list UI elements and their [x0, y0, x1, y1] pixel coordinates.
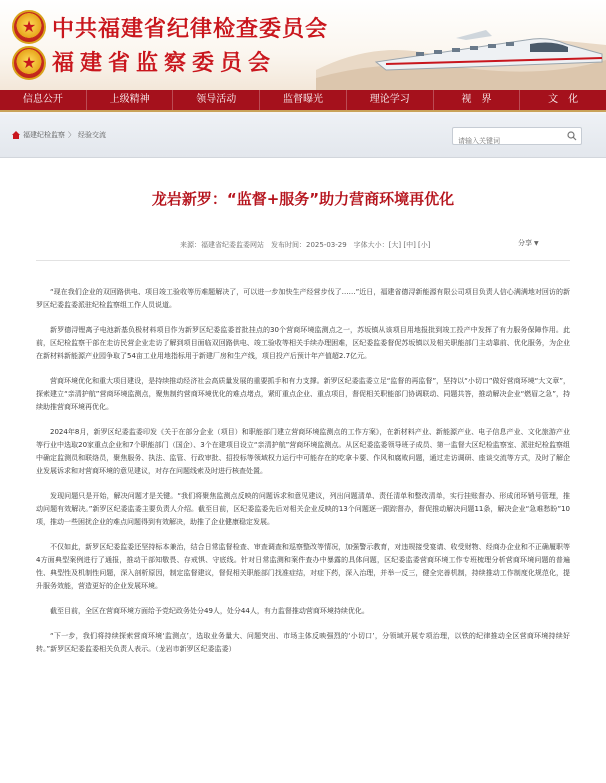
- site-title-line1[interactable]: 中共福建省纪律检查委员会: [52, 17, 329, 42]
- breadcrumb-separator: 〉: [68, 131, 75, 139]
- breadcrumb-bar: [0, 114, 606, 158]
- article-paragraph: “下一步，我们将持续探索营商环境‘监测点’，选取业务量大、问题突出、市场主体反映强烈的‘小切口’，分领域开展专项治理，以铁的纪律推动全区营商环境持续好转。”新罗区纪委监委相关负责人表示。（龙岩市新罗区纪委监委）: [36, 632, 570, 653]
- article-body: [36, 286, 570, 656]
- article-meta: 来源：福建省纪委监委网站 发布时间：2025-03-29 字体大小：[大] [中] [小]: [180, 241, 431, 249]
- search-input[interactable]: [453, 133, 561, 149]
- national-emblem-icon: ★: [12, 46, 46, 80]
- search-icon[interactable]: [567, 131, 577, 141]
- nav-item-leader-activities[interactable]: 领导活动: [173, 90, 260, 110]
- train-landscape-illustration: [316, 0, 606, 90]
- article-paragraph: 不仅如此，新罗区纪委监委还坚持标本兼治，结合日常监督检查、审查调查和巡察整改等情况，加强警示教育，对违规接受宴请、收受财物、经商办企业和不正确履职等4方面典型案例进行了通报，推动干部知敬畏、存戒惧、守底线。针对日常监测和案件查办中暴露的具体问题，区纪委监委营商环境工作专班梳理分析营商环境问题的普遍性、典型性及机制性问题，深入剖析原因，制定监督建议，督促相关职能部门找准症结，对症下药，深入治理，并举一反三，健全完善机制，持续推动工作制度化规范化，提升服务效能，营造更好的企业发展环境。: [36, 543, 570, 590]
- article-paragraph: 营商环境优化和重大项目建设，是持续推动经济社会高质量发展的重要抓手和有力支撑。新罗区纪委监委立足“监督的再监督”，坚持以“小切口”做好营商环境“大文章”，探索建立“亲清护航”营商环境监测点，聚焦制约营商环境优化的难点堵点，紧盯重点企业、重点项目，督促相关职能部门协调联动、同题共答，推动解决企业“燃眉之急”，持续助推营商环境再优化。: [36, 377, 570, 411]
- share-button[interactable]: [518, 238, 539, 248]
- nav-item-info-disclosure[interactable]: 信息公开: [0, 90, 87, 110]
- breadcrumb-current-link[interactable]: 经验交流: [78, 131, 106, 139]
- nav-item-vision[interactable]: 视 界: [434, 90, 521, 110]
- nav-item-theory-study[interactable]: 理论学习: [347, 90, 434, 110]
- article-paragraph: “现在我们企业的双回路供电、项目竣工验收等历难题解决了，可以进一步加快生产经营步伐了……”近日，福建省德浔新能源有限公司项目负责人信心满满地对回访的新罗区纪委监委派驻纪检监察组工作人员说道。: [36, 288, 570, 309]
- nav-item-culture[interactable]: 文 化: [548, 94, 579, 105]
- site-banner: [0, 0, 606, 90]
- home-icon: [12, 131, 20, 139]
- article-paragraph: 截至目前，全区在营商环境方面给予党纪政务处分49人，处分44人，有力监督推动营商环境持续优化。: [50, 607, 369, 615]
- site-title-line2[interactable]: 福建省监察委员会: [52, 51, 277, 76]
- share-label: 分享: [518, 239, 532, 247]
- title-divider: [36, 260, 570, 261]
- nav-item-higher-spirit[interactable]: 上级精神: [87, 90, 174, 110]
- search-box: [452, 127, 582, 145]
- article-container: [0, 158, 606, 783]
- article-paragraph: 2024年8月，新罗区纪委监委印发《关于在部分企业（项目）和职能部门建立营商环境监测点的工作方案》，在新材料产业、新能源产业、电子信息产业、文化旅游产业等行业中选取20家重点企业和7个职能部门（国企）、3个在建项目设立“亲清护航”营商环境监测点。从区纪委监委领导班子成员、第一监督大区纪检监察室、派驻纪检监察组中确定监测员和联络员，聚焦服务、执法、监管、行政审批、招投标等领域权力运行中可能存在的吃拿卡要、作风和腐败问题，通过走访调研、座谈交流等方式，及时了解企业发展诉求和对营商环境的意见建议，对存在问题线索及时进行核查处置。: [36, 428, 570, 475]
- article-paragraph: 发现问题只是开始，解决问题才是关键。“我们将聚焦监测点反映的问题诉求和意见建议，列出问题清单、责任清单和整改清单，实行挂账督办、形成闭环销号管理，推动问题有效解决。”新罗区纪委监委主要负责人介绍。截至目前，区纪委监委先后对相关企业反映的13个问题逐一跟踪督办，督促推动解决问题11条，解决企业“急难愁盼”10项，推动一些困扰企业的难点问题得到有效解决，助推了企业健康稳定发展。: [36, 492, 570, 526]
- party-emblem-icon: ★: [12, 10, 46, 44]
- article-title: 龙岩新罗：“监督+服务”助力营商环境再优化: [151, 190, 455, 208]
- nav-item-supervision-exposure[interactable]: 监督曝光: [260, 90, 347, 110]
- article-paragraph: 新罗德浔锂离子电池新基负极材料项目作为新罗区纪委监委首批挂点的30个营商环境监测点之一，苏坂镇从该项目用地报批到竣工投产中发挥了有力服务保障作用。此前，区纪检监察干部在走访民营企业走访了解到项目面临双回路供电、竣工验收等相关手续办理困难，区纪委监委督促苏坂镇以及相关职能部门主动靠前、优化服务，为企业在新材料新能源产业园争取了54亩工业用地指标用于新建厂房和生产线，项目投产后预计年产值超2.7亿元。: [36, 326, 570, 360]
- breadcrumb: [12, 130, 106, 140]
- main-nav: [0, 90, 606, 112]
- breadcrumb-home-link[interactable]: 福建纪检监察: [23, 131, 65, 139]
- chevron-down-icon: ▼: [534, 239, 539, 247]
